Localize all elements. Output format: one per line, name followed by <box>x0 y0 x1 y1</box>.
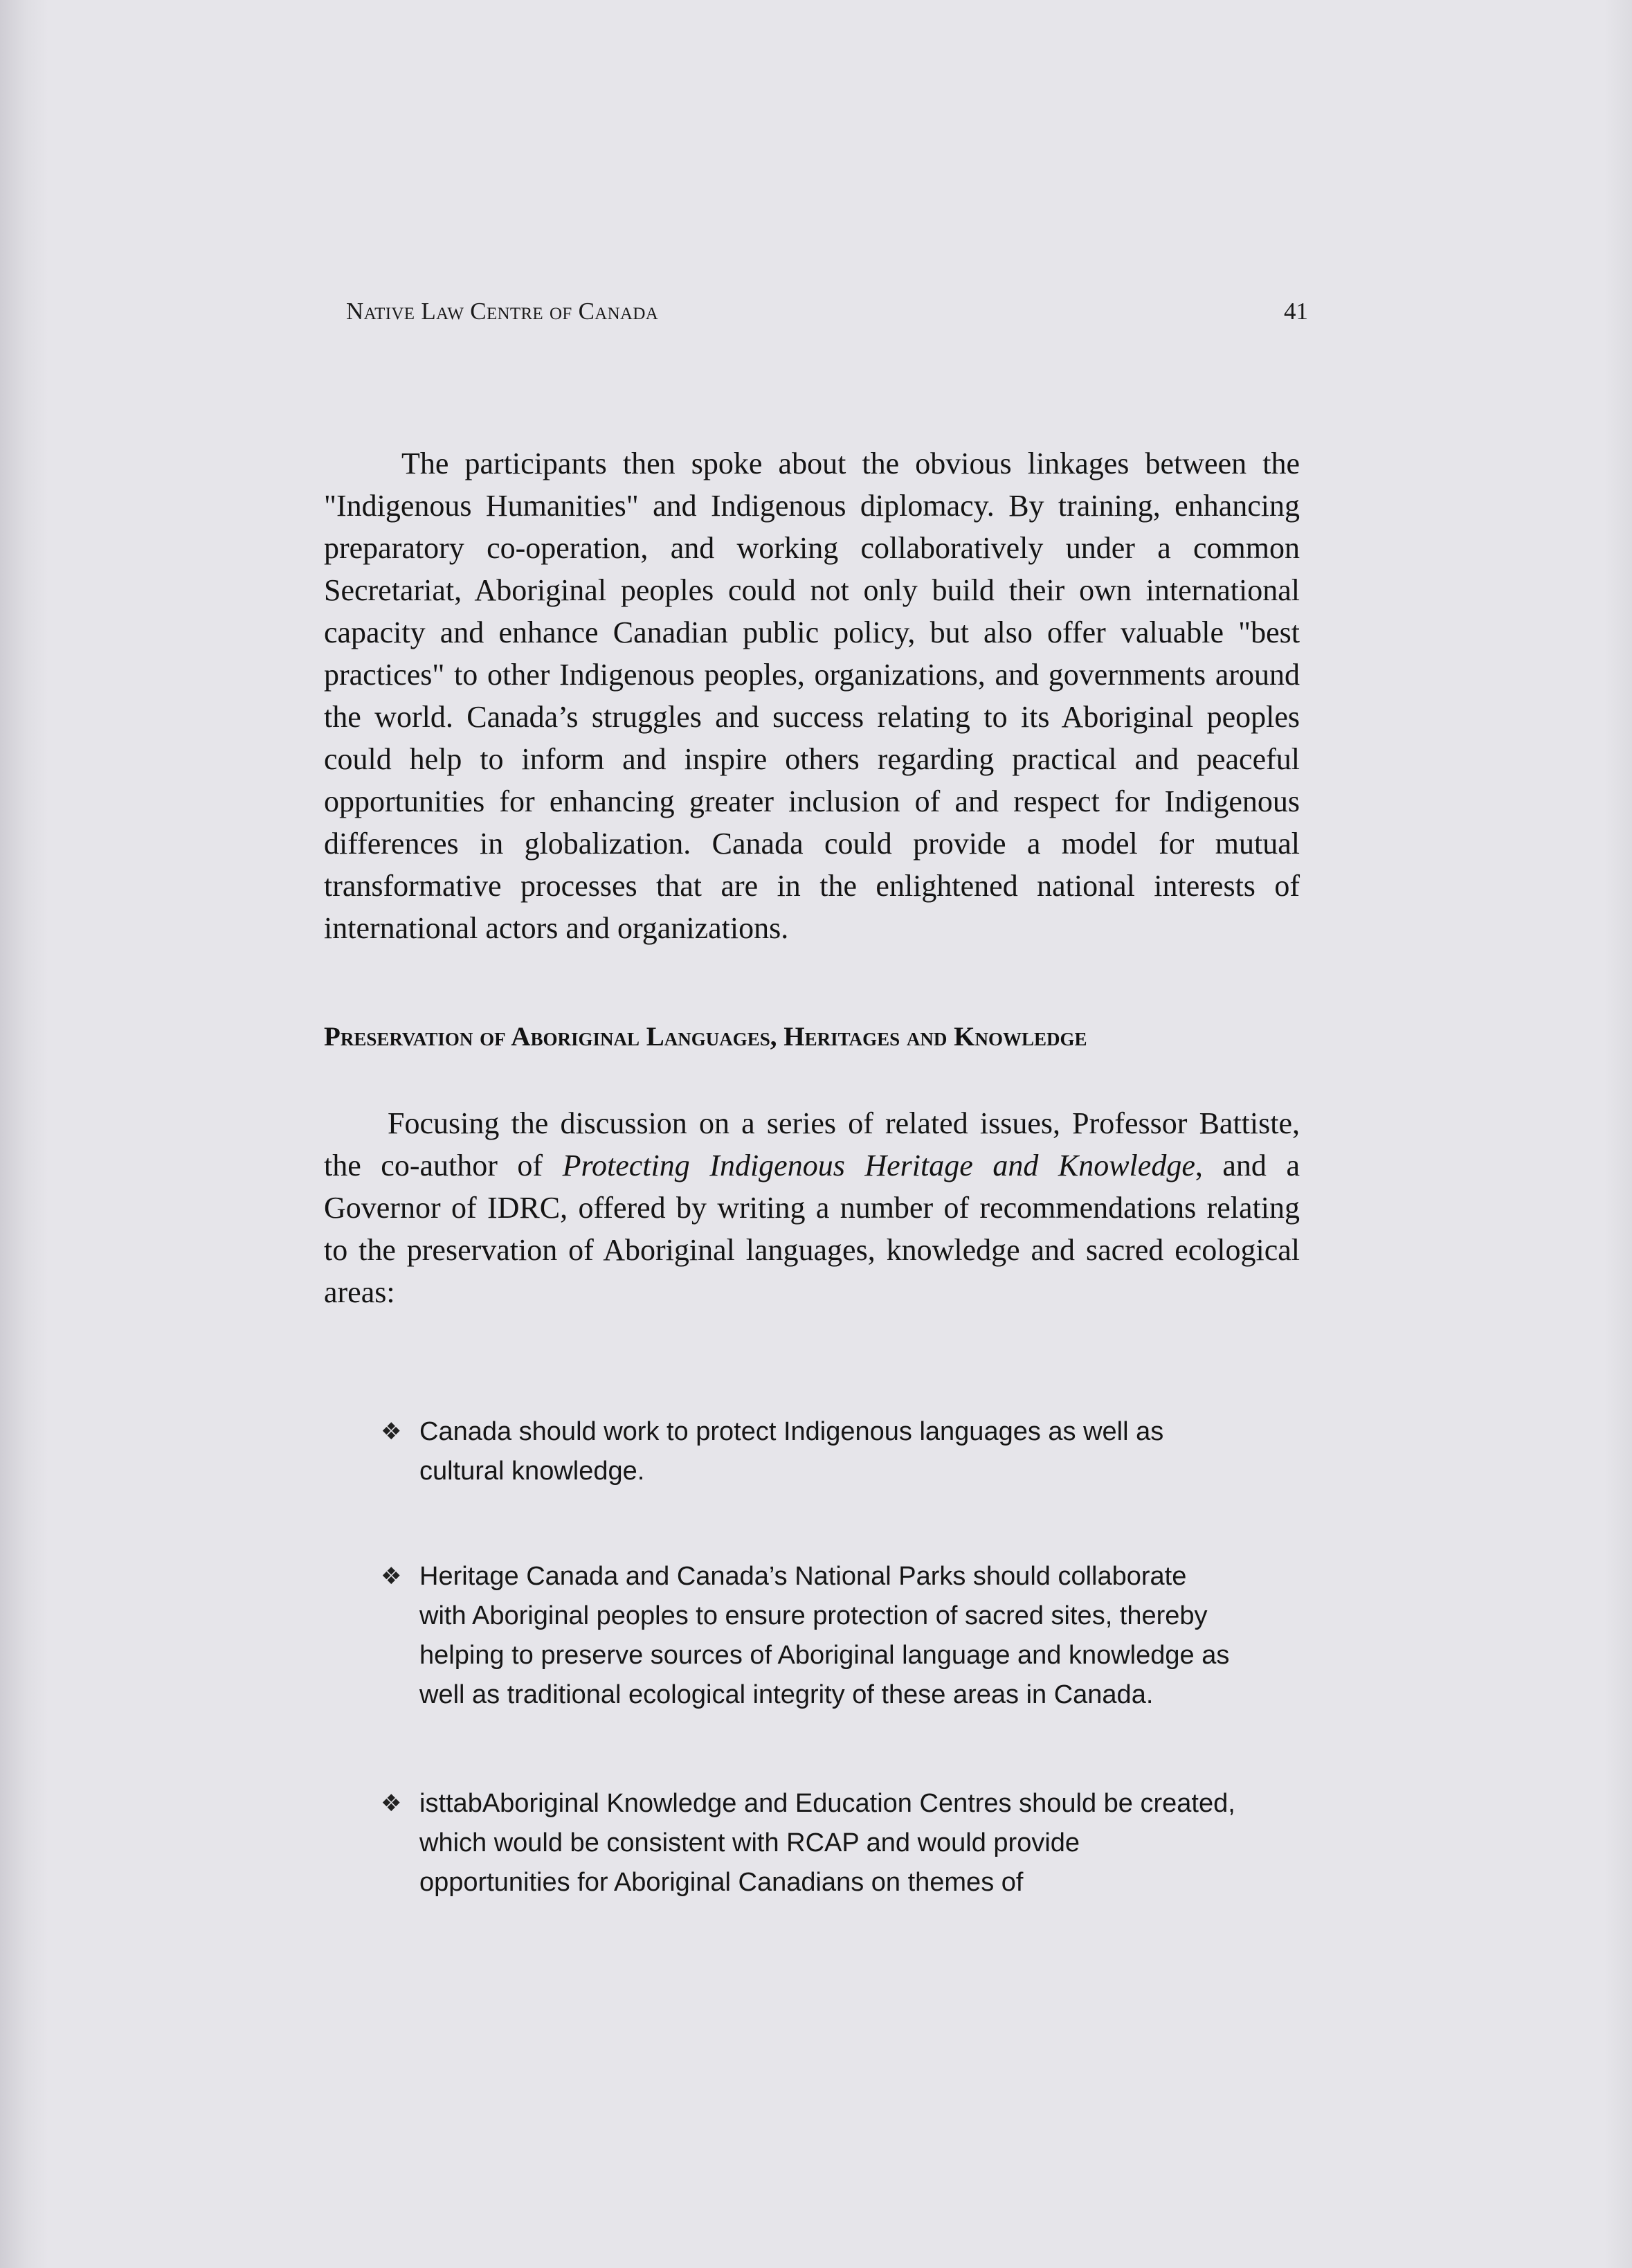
section-heading: Preservation of Aboriginal Languages, Heritages and Knowledge <box>324 1022 1087 1052</box>
list-item-text: isttabAboriginal Knowledge and Education Centres should be created, which would be consistent with RCAP and would provide opportunities for Aboriginal Canadians on themes of <box>419 1789 1235 1897</box>
recommendation-list <box>379 1412 1237 1968</box>
body-paragraph-linkages: The participants then spoke about the obvious linkages between the "Indigenous Humanities" and Indigenous diplomacy. By training, enhancing preparatory co-operation, and working collaboratively under a common Secretariat, Aboriginal peoples could not only build their own international capacity and enhance Canadian public policy, but also offer valuable "best practices" to other Indigenous peoples, organizations, and governments around the world. Canada’s struggles and success relating to its Aboriginal peoples could help to inform and inspire others regarding practical and peaceful opportunities for enhancing greater inclusion of and respect for Indigenous differences in globalization. Canada could provide a model for mutual transformative processes that are in the enlightened national interests of international actors and organizations. <box>324 447 1300 945</box>
paragraph-text-start: Focusing the discussion on a series of related issues, Professor Battiste, the co-author of <box>324 1106 1300 1182</box>
list-item-text: Heritage Canada and Canada’s National Parks should collaborate with Aboriginal peoples to ensure protection of sacred sites, thereby helping to preserve sources of Aboriginal language and knowledge as well as traditional ecological integrity of these areas in Canada. <box>419 1562 1230 1709</box>
page-right-edge-shadow <box>1604 0 1632 2268</box>
list-item <box>379 1412 1237 1491</box>
header-title: Native Law Centre of Canada <box>346 298 659 325</box>
diamond-bullet-icon: ❖ <box>381 1419 402 1445</box>
list-item <box>379 1557 1237 1715</box>
page-number: 41 <box>1284 298 1308 325</box>
paragraph-text-end: , and a Governor of IDRC, offered by writing a number of recommendations relating to the preservation of Aboriginal languages, knowledge and sacred ecological areas: <box>324 1149 1300 1309</box>
running-header <box>346 298 1308 339</box>
body-paragraph-recommendations <box>324 1102 1300 1313</box>
diamond-bullet-icon: ❖ <box>381 1563 402 1590</box>
diamond-bullet-icon: ❖ <box>381 1790 402 1817</box>
book-title: Protecting Indigenous Heritage and Knowledge <box>562 1149 1195 1182</box>
page-left-edge-shadow <box>0 0 48 2268</box>
list-item-text: Canada should work to protect Indigenous languages as well as cultural knowledge. <box>419 1417 1164 1486</box>
list-item <box>379 1784 1237 1902</box>
